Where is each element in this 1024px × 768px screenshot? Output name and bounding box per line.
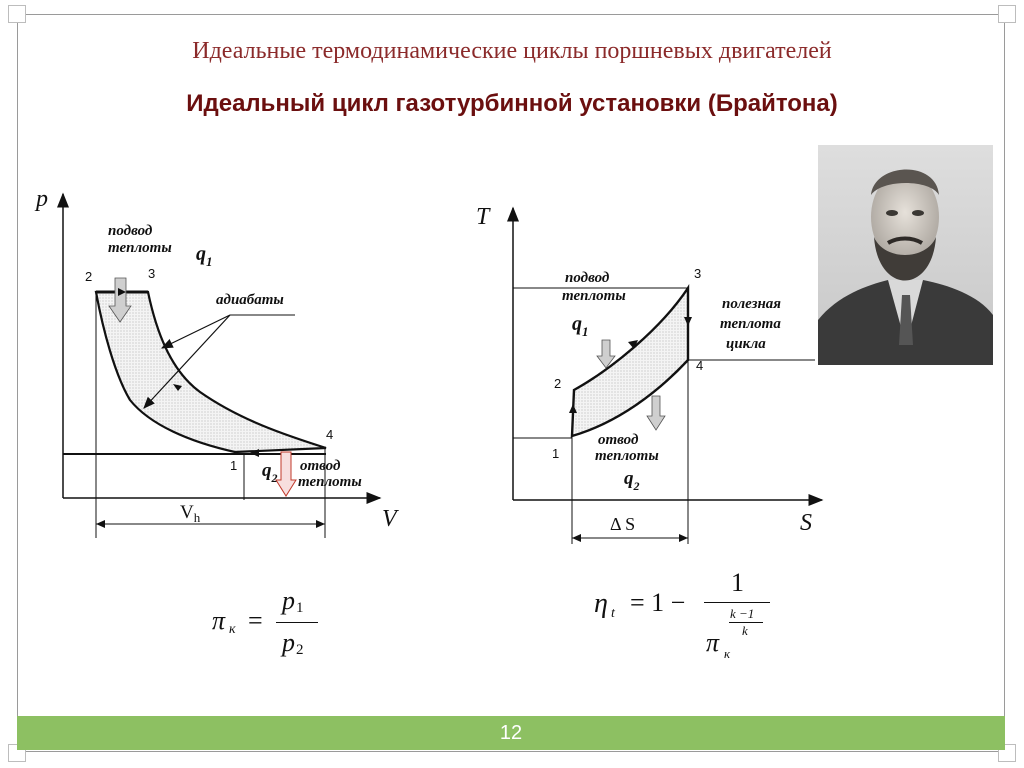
ts-useful-label-1: полезная (722, 296, 782, 312)
footer-bar (17, 716, 1005, 750)
pv-heat-in-label-1: подвод (108, 223, 153, 239)
pv-axis-p-label: p (36, 186, 48, 212)
ts-q2-label: $q_2$ (624, 468, 640, 493)
ts-heat-out-label-1: отвод (598, 432, 639, 448)
pv-point-2: 2 (85, 269, 93, 284)
formula-fraction-bar-right (704, 602, 770, 603)
ts-point-1: 1 (552, 446, 560, 461)
ts-ds-label: Δ S (610, 514, 636, 534)
formula-numerator-one: 1 (731, 568, 744, 597)
formula-compression-ratio (212, 586, 332, 670)
formula-den: p (282, 628, 295, 657)
ts-heat-out-label-2: теплоты (595, 448, 659, 464)
page-number: 12 (499, 722, 523, 744)
pv-heat-out-label-2: теплоты (298, 474, 362, 490)
ts-useful-label-3: цикла (726, 336, 766, 352)
ts-q1-label: $q_1$ (572, 313, 589, 339)
formula-exponent-den: k (742, 623, 748, 638)
formula-exponent-num: k −1 (730, 606, 755, 621)
ts-diagram (470, 190, 840, 560)
pv-heat-out-label-1: отвод (300, 458, 341, 474)
ts-axis-s-label: S (800, 510, 812, 536)
pv-heat-in-label-2: теплоты (108, 240, 172, 256)
ts-heat-in-label-2: теплоты (562, 288, 626, 304)
formula-pi-sub-right: к (724, 646, 731, 661)
pv-cycle-area (96, 292, 326, 452)
formula-fraction-bar (276, 622, 318, 623)
pv-point-4: 4 (326, 427, 334, 442)
pv-adiabats-label: адиабаты (216, 292, 284, 308)
formula-den-sub: 2 (296, 642, 304, 658)
slide-title: Идеальный цикл газотурбинной установки (Брайтона) (186, 90, 838, 117)
formula-num-sub: 1 (296, 600, 304, 616)
ts-cycle-area (572, 288, 688, 436)
pv-diagram (30, 180, 400, 550)
formula-pi: π (212, 606, 226, 635)
pv-axis-v-label: V (382, 506, 397, 532)
ts-heat-in-label-1: подвод (565, 270, 610, 286)
formula-pi-right: π (706, 628, 720, 657)
pv-heat-out-arrow (276, 452, 296, 496)
formula-num: p (282, 586, 295, 615)
ts-axis-t-label: T (476, 204, 490, 230)
formula-eq: = (248, 606, 263, 635)
ts-point-2: 2 (554, 376, 562, 391)
pv-vh-label: $V_h$ (180, 502, 201, 525)
pv-point-3: 3 (148, 266, 156, 281)
ts-point-4: 4 (696, 358, 704, 373)
ts-useful-label-2: теплота (720, 316, 781, 332)
formula-eq-one-minus: = 1 − (630, 588, 686, 617)
pv-q2-label: $q_2$ (262, 460, 278, 485)
pv-point-1: 1 (230, 458, 238, 473)
portrait-photo (818, 145, 993, 365)
slide-subtitle: Идеальные термодинамические циклы поршневых двигателей (192, 38, 832, 64)
ts-point-3: 3 (694, 266, 702, 281)
ts-heat-out-arrow (647, 396, 665, 430)
corner-square-top-right (998, 5, 1016, 23)
formula-pi-sub: к (229, 622, 236, 637)
pv-q1-label: $q_1$ (196, 243, 213, 269)
pv-adiabat-pointer-1 (162, 315, 230, 348)
formula-eta: η (594, 588, 608, 619)
formula-efficiency (594, 568, 794, 668)
formula-eta-sub: t (611, 606, 615, 621)
corner-square-top-left (8, 5, 26, 23)
